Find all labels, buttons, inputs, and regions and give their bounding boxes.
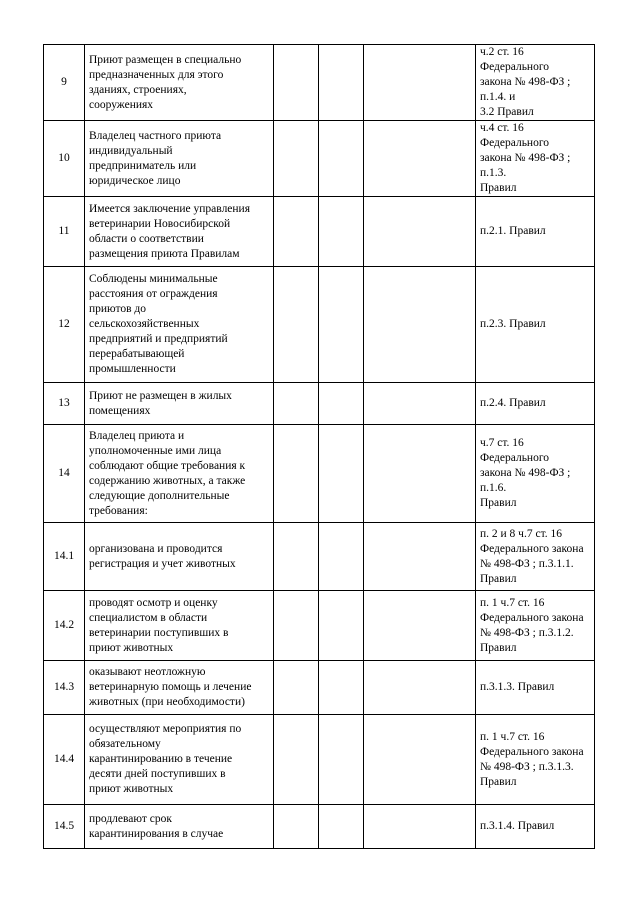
legal-reference-cell	[476, 197, 595, 267]
answer-yes-cell	[274, 661, 319, 715]
answer-na-cell	[364, 45, 476, 121]
table-row	[44, 45, 595, 121]
legal-reference-text: п.3.1.4. Правил	[480, 820, 555, 832]
requirement-text: Приют размещен в специально предназначенных для этого зданиях, строениях, сооружениях	[89, 53, 242, 111]
requirement-cell	[85, 425, 274, 523]
answer-yes-cell	[274, 523, 319, 591]
requirement-cell	[85, 523, 274, 591]
legal-reference-cell	[476, 715, 595, 805]
legal-reference-text: п. 1 ч.7 ст. 16 Федерального закона № 498-ФЗ ; п.3.1.3. Правил	[480, 730, 584, 788]
requirement-cell	[85, 267, 274, 383]
requirement-cell	[85, 661, 274, 715]
row-number: 14.4	[44, 715, 85, 805]
answer-no-cell	[319, 197, 364, 267]
legal-reference-cell	[476, 45, 595, 121]
requirement-text: Соблюдены минимальные расстояния от ограждения приютов до сельскохозяйственных предприятий и предприятий перерабатывающей промышленности	[89, 273, 228, 375]
requirement-text: продлевают срок карантинирования в случае	[89, 812, 224, 840]
answer-na-cell	[364, 267, 476, 383]
row-number: 9	[44, 45, 85, 121]
row-number: 14.1	[44, 523, 85, 591]
answer-no-cell	[319, 383, 364, 425]
table-row	[44, 121, 595, 197]
requirement-text: Владелец приюта и уполномоченные ими лица соблюдают общие требования к содержанию животных, а также следующие дополнительные требования:	[89, 429, 246, 517]
legal-reference-cell	[476, 425, 595, 523]
requirement-text: организована и проводится регистрация и учет животных	[89, 542, 236, 570]
answer-na-cell	[364, 121, 476, 197]
legal-reference-text: п. 1 ч.7 ст. 16 Федерального закона № 498-ФЗ ; п.3.1.2. Правил	[480, 596, 584, 654]
answer-yes-cell	[274, 45, 319, 121]
legal-reference-text: п. 2 и 8 ч.7 ст. 16 Федерального закона № 498-ФЗ ; п.3.1.1. Правил	[480, 527, 584, 585]
answer-no-cell	[319, 591, 364, 661]
answer-no-cell	[319, 805, 364, 849]
answer-na-cell	[364, 715, 476, 805]
requirement-text: Владелец частного приюта индивидуальный предприниматель или юридическое лицо	[89, 129, 222, 187]
answer-na-cell	[364, 805, 476, 849]
row-number: 14	[44, 425, 85, 523]
requirement-text: Приют не размещен в жилых помещениях	[89, 389, 232, 417]
answer-no-cell	[319, 267, 364, 383]
answer-na-cell	[364, 383, 476, 425]
legal-reference-text: ч.4 ст. 16 Федерального закона № 498-ФЗ ; п.1.3. Правил	[480, 122, 571, 194]
requirement-cell	[85, 45, 274, 121]
legal-reference-text: п.2.3. Правил	[480, 318, 546, 330]
table-row	[44, 715, 595, 805]
row-number: 13	[44, 383, 85, 425]
table-row	[44, 523, 595, 591]
answer-na-cell	[364, 591, 476, 661]
row-number: 10	[44, 121, 85, 197]
legal-reference-text: ч.7 ст. 16 Федерального закона № 498-ФЗ ; п.1.6. Правил	[480, 437, 571, 509]
legal-reference-cell	[476, 661, 595, 715]
legal-reference-text: п.3.1.3. Правил	[480, 681, 555, 693]
requirement-text: оказывают неотложную ветеринарную помощь и лечение животных (при необходимости)	[89, 666, 252, 708]
answer-na-cell	[364, 523, 476, 591]
answer-no-cell	[319, 45, 364, 121]
table-row	[44, 383, 595, 425]
answer-no-cell	[319, 425, 364, 523]
requirement-cell	[85, 715, 274, 805]
row-number: 14.3	[44, 661, 85, 715]
table-row	[44, 805, 595, 849]
answer-yes-cell	[274, 591, 319, 661]
answer-no-cell	[319, 523, 364, 591]
answer-no-cell	[319, 661, 364, 715]
row-number: 14.5	[44, 805, 85, 849]
table-row	[44, 197, 595, 267]
table-row	[44, 425, 595, 523]
requirement-text: Имеется заключение управления ветеринарии Новосибирской области о соответствии размещения приюта Правилам	[89, 202, 251, 260]
answer-na-cell	[364, 425, 476, 523]
checklist-table	[43, 44, 595, 849]
requirement-text: проводят осмотр и оценку специалистом в области ветеринарии поступивших в приют животных	[89, 596, 229, 654]
answer-yes-cell	[274, 267, 319, 383]
answer-yes-cell	[274, 197, 319, 267]
requirement-cell	[85, 383, 274, 425]
legal-reference-cell	[476, 591, 595, 661]
legal-reference-text: п.2.4. Правил	[480, 397, 546, 409]
table-row	[44, 661, 595, 715]
answer-yes-cell	[274, 121, 319, 197]
table-row	[44, 267, 595, 383]
legal-reference-cell	[476, 121, 595, 197]
legal-reference-text: ч.2 ст. 16 Федерального закона № 498-ФЗ ; п.1.4. и 3.2 Правил	[480, 46, 571, 118]
requirement-cell	[85, 805, 274, 849]
legal-reference-cell	[476, 383, 595, 425]
answer-na-cell	[364, 661, 476, 715]
answer-no-cell	[319, 121, 364, 197]
legal-reference-text: п.2.1. Правил	[480, 225, 546, 237]
answer-yes-cell	[274, 425, 319, 523]
requirement-cell	[85, 197, 274, 267]
row-number: 14.2	[44, 591, 85, 661]
requirement-cell	[85, 121, 274, 197]
legal-reference-cell	[476, 805, 595, 849]
requirement-cell	[85, 591, 274, 661]
row-number: 12	[44, 267, 85, 383]
row-number: 11	[44, 197, 85, 267]
legal-reference-cell	[476, 523, 595, 591]
table-row	[44, 591, 595, 661]
requirement-text: осуществляют мероприятия по обязательному карантинированию в течение десяти дней поступивших в приют животных	[89, 723, 242, 795]
answer-na-cell	[364, 197, 476, 267]
answer-no-cell	[319, 715, 364, 805]
answer-yes-cell	[274, 715, 319, 805]
answer-yes-cell	[274, 383, 319, 425]
answer-yes-cell	[274, 805, 319, 849]
legal-reference-cell	[476, 267, 595, 383]
checklist-body	[44, 45, 595, 849]
